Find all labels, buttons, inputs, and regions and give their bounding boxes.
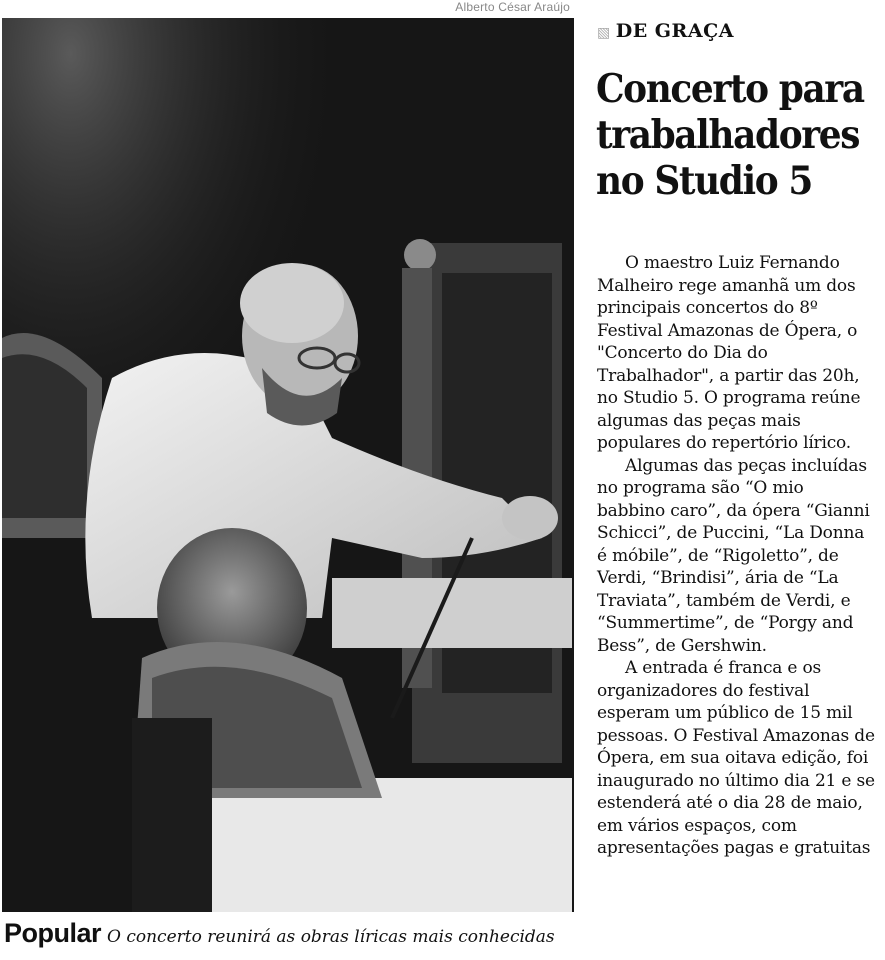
article-body	[597, 252, 875, 860]
photo-credit: Alberto César Araújo	[455, 0, 570, 14]
photo-illustration	[2, 18, 574, 912]
photo-caption	[4, 918, 584, 958]
headline-line: no Studio 5	[596, 158, 813, 204]
section-mark-icon: ▧	[597, 25, 611, 41]
caption-lead: Popular	[4, 918, 102, 948]
headline-line: trabalhadores	[596, 112, 860, 158]
headline-line: Concerto para	[596, 66, 864, 112]
caption-text: O concerto reunirá as obras líricas mais conhecidas	[107, 927, 555, 947]
article-paragraph: A entrada é franca e os organizadores do festival esperam um público de 15 mil pessoas. O Festival Amazonas de Ópera, em sua oitava edição, foi inaugurado no último dia 21 e se estenderá até o dia 28 de maio, em vários espaços, com apresentações pagas e gratuitas	[597, 658, 875, 858]
section-tag	[597, 20, 734, 42]
headline	[596, 66, 864, 204]
section-label: DE GRAÇA	[615, 20, 734, 42]
conductor-photo	[2, 18, 574, 912]
article-paragraph: Algumas das peças incluídas no programa são “O mio babbino caro”, da ópera “Gianni Schicci”, de Puccini, “La Donna é móbile”, de “Rigoletto”, de Verdi, “Brindisi”, ária de “La Traviata”, também de Verdi, e “Summertime”, de “Porgy and Bess”, de Gershwin.	[597, 455, 870, 656]
article-paragraph: O maestro Luiz Fernando Malheiro rege amanhã um dos principais concertos do 8º Festival Amazonas de Ópera, o "Concerto do Dia do Trabalhador", a partir das 20h, no Studio 5. O programa reúne algumas das peças mais populares do repertório lírico.	[597, 253, 861, 453]
